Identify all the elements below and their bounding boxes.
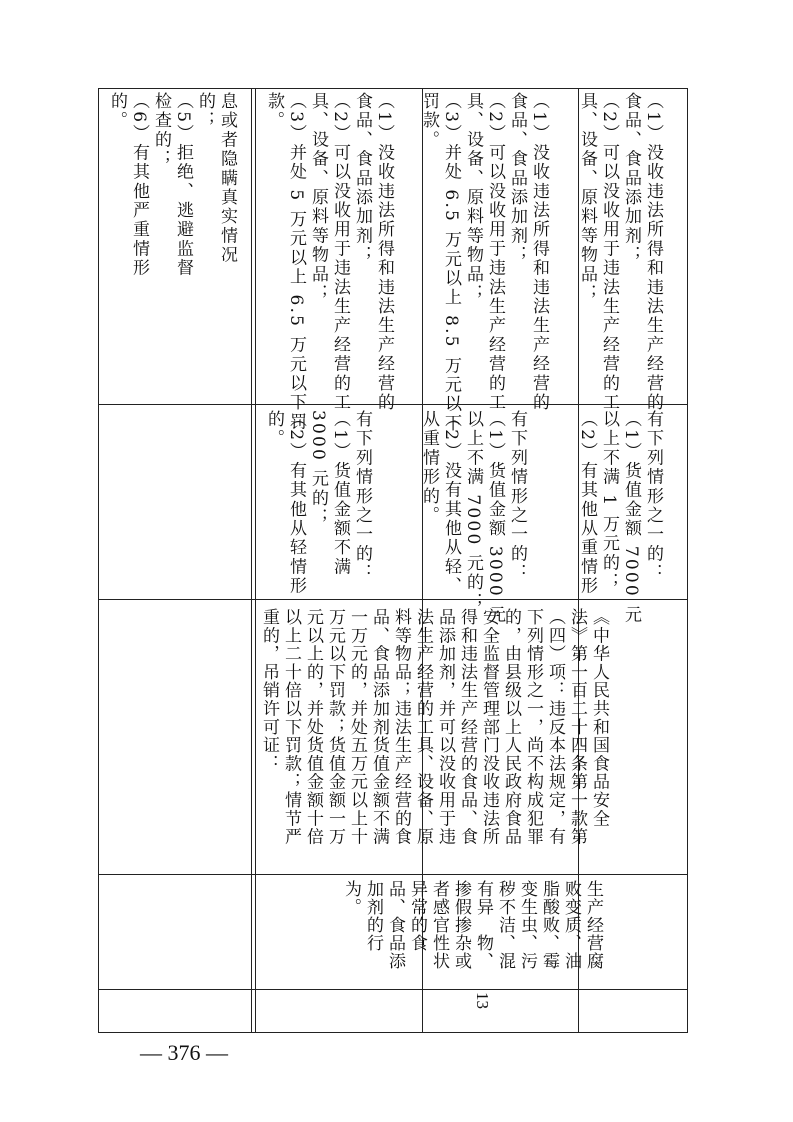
tier-1-circumstances: 有下列情形之一的： （1）货值金额不满 3000 元的； （2）有其他从轻情形 的。 [264, 410, 372, 596]
divider-violation-number [99, 989, 687, 990]
tier-3-circumstances: 有下列情形之一的： （1）货值金额 7000 元 以上不满 1 万元的； （2）有其他从重情形 [577, 410, 663, 625]
tier-2-circumstances: 有下列情形之一的： （1）货值金额 3000 元 以上不满 7000 元的； （2）没有其他从轻、 从重情形的。 [419, 410, 527, 625]
violation-description: 生产经营腐 败变质、油 脂酸败、霉 变生虫、污 秽不洁、混 有异 物、 掺假掺杂或 者感官性状 异常的食 品、食品添 加剂的行 为。 [341, 880, 603, 970]
continuation-circumstances: 息或者隐瞒真实情况 的； （5）拒绝、逃避监督 检查的； （6）有其他严重情形 的。 [107, 92, 237, 278]
legal-basis: 《中华人民共和国食品安全 法》第一百二十四条第一款第 （四）项：违反本法规定，有 下列情形之一，尚不构成犯罪 的，由县级以上人民政府食品 安全监督管理部门没收违法所 得和违法生产经营的食品、食 品添加剂，并可以没收用于违 法生产经营的工具、设备、原 料等物品；违法生产经营的食 品、食品添加剂货值金额不满 一万元的，并处五万元以上十 万元以下罚款；货值金额一万 元以上的，并处货值金额十倍 以上二十倍以下罚款；情节严 重的，吊销许可证： [259, 608, 609, 846]
tier-3-penalty: （1）没收违法所得和违法生产经营的 食品、食品添加剂； （2）可以没收用于违法生产经营的工 具、设备、原料等物品； [577, 92, 663, 413]
continuation-divider [99, 599, 255, 600]
page-number: — 376 — [140, 1040, 228, 1065]
tier-1-penalty: （1）没收违法所得和违法生产经营的 食品、食品添加剂； （2）可以没收用于违法生产经营的工 具、设备、原料等物品； （3）并处 5 万元以上 6.5 万元以下罚 款。 [264, 92, 394, 432]
tier-2-penalty: （1）没收违法所得和违法生产经营的 食品、食品添加剂； （2）可以没收用于违法生产经营的工 具、设备、原料等物品； （3）并处 6.5 万元以上 8.5 万元以下 罚款。 [419, 92, 549, 434]
row-divider-main [255, 89, 256, 1032]
row-divider-double [251, 88, 252, 1033]
row-number: 13 [473, 992, 492, 1009]
